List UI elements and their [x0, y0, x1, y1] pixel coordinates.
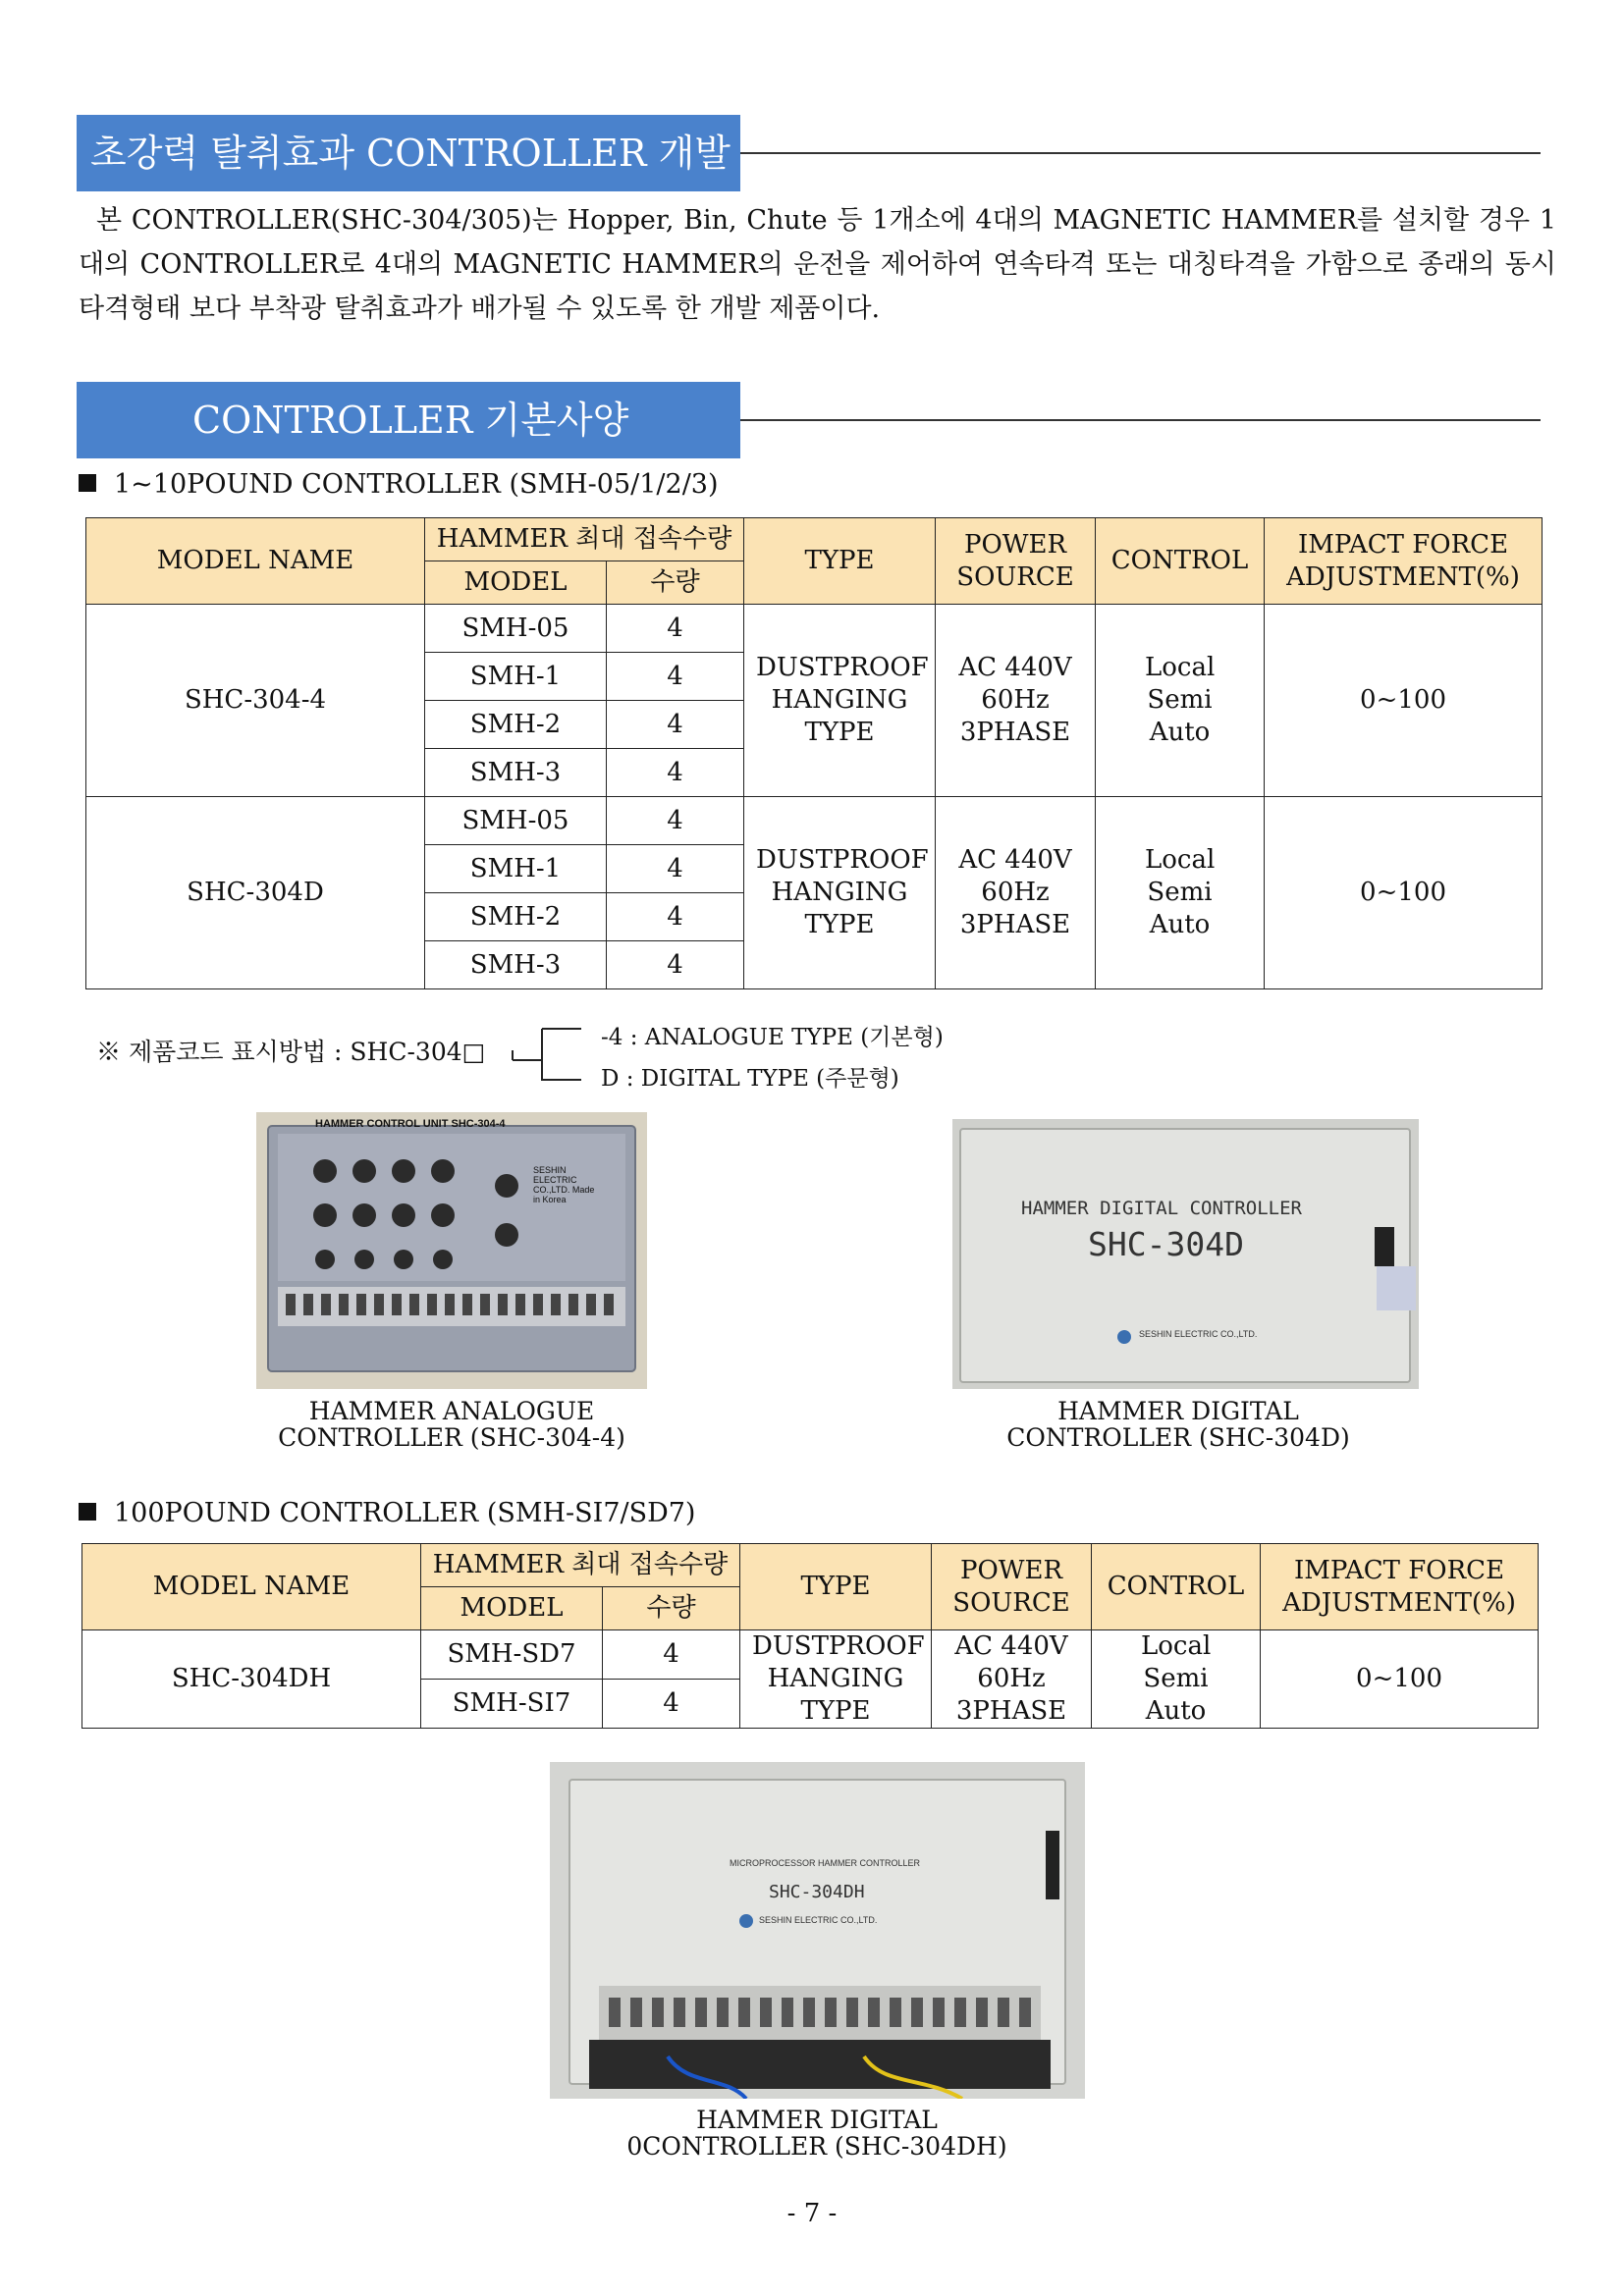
square-bullet-icon [79, 474, 96, 492]
model-cell: SMH-3 [425, 941, 607, 989]
col-impact: IMPACT FORCE ADJUSTMENT(%) [1261, 1544, 1539, 1630]
qty-cell: 4 [607, 701, 744, 749]
analogue-panel-title: HAMMER CONTROL UNIT SHC-304-4 [315, 1118, 506, 1130]
col-impact: IMPACT FORCE ADJUSTMENT(%) [1265, 518, 1543, 605]
dh-maker-text: SESHIN ELECTRIC CO.,LTD. [759, 1915, 878, 1925]
power-cell: AC 440V 60Hz 3PHASE [936, 605, 1096, 797]
model-cell: SMH-SD7 [421, 1630, 603, 1680]
digital-maker-text: SESHIN ELECTRIC CO.,LTD. [1139, 1329, 1258, 1339]
caption-line: HAMMER ANALOGUE [308, 1397, 595, 1425]
square-bullet-icon [79, 1503, 96, 1521]
digital-dh-controller-photo [550, 1762, 1085, 2099]
table2-title-text: 100POUND CONTROLLER (SMH-SI7/SD7) [114, 1498, 696, 1528]
model-name-cell: SHC-304D [86, 797, 425, 989]
analogue-caption [196, 1398, 707, 1451]
col-model: MODEL [421, 1587, 603, 1630]
col-model-name: MODEL NAME [86, 518, 425, 605]
col-power: POWER SOURCE [932, 1544, 1092, 1630]
model-cell: SMH-3 [425, 749, 607, 797]
qty-cell: 4 [603, 1680, 740, 1729]
model-cell: SMH-SI7 [421, 1680, 603, 1729]
table-row [86, 797, 1543, 845]
digital-controller-photo [952, 1119, 1419, 1389]
impact-cell: 0~100 [1265, 605, 1543, 797]
page-number: - 7 - [786, 2199, 838, 2228]
dh-caption [562, 2107, 1072, 2160]
intro-paragraph [79, 198, 1556, 331]
col-model-name: MODEL NAME [82, 1544, 421, 1630]
qty-cell: 4 [607, 941, 744, 989]
col-type: TYPE [740, 1544, 932, 1630]
col-hammer-group: HAMMER 최대 접속수량 [421, 1544, 740, 1587]
dh-label-1: MICROPROCESSOR HAMMER CONTROLLER [730, 1858, 921, 1868]
analogue-controller-photo [256, 1112, 647, 1389]
control-cell: Local Semi Auto [1092, 1630, 1261, 1729]
table2-title [79, 1498, 695, 1528]
digital-label-1: HAMMER DIGITAL CONTROLLER [1021, 1198, 1302, 1219]
code-bracket-icon [503, 1021, 601, 1090]
table-row [86, 605, 1543, 653]
caption-line: CONTROLLER (SHC-304-4) [278, 1423, 625, 1452]
qty-cell: 4 [607, 797, 744, 845]
model-cell: SMH-05 [425, 605, 607, 653]
col-model: MODEL [425, 561, 607, 605]
col-power: POWER SOURCE [936, 518, 1096, 605]
qty-cell: 4 [607, 893, 744, 941]
product-code-label: ※ 제품코드 표시방법 : SHC-304□ [96, 1038, 486, 1066]
model-cell: SMH-2 [425, 893, 607, 941]
model-cell: SMH-1 [425, 653, 607, 701]
code-option-digital: D : DIGITAL TYPE (주문형) [601, 1066, 899, 1092]
table1-title [79, 469, 719, 500]
code-option-analogue: -4 : ANALOGUE TYPE (기본형) [601, 1025, 944, 1050]
impact-cell: 0~100 [1265, 797, 1543, 989]
section-title-development: 초강력 탈취효과 CONTROLLER 개발 [77, 115, 740, 191]
col-type: TYPE [744, 518, 936, 605]
analogue-maker-text: SESHIN ELECTRIC CO.,LTD. Made in Korea [533, 1165, 595, 1204]
control-cell: Local Semi Auto [1096, 797, 1265, 989]
dh-label-2: SHC-304DH [769, 1882, 865, 1902]
power-cell: AC 440V 60Hz 3PHASE [936, 797, 1096, 989]
spec-table-large [81, 1543, 1539, 1729]
power-cell: AC 440V 60Hz 3PHASE [932, 1630, 1092, 1729]
section-divider [740, 152, 1541, 154]
control-cell: Local Semi Auto [1096, 605, 1265, 797]
qty-cell: 4 [607, 749, 744, 797]
section-title-specs: CONTROLLER 기본사양 [77, 382, 740, 458]
digital-label-2: SHC-304D [1088, 1225, 1244, 1263]
model-name-cell: SHC-304DH [82, 1630, 421, 1729]
type-cell: DUSTPROOF HANGING TYPE [744, 797, 936, 989]
qty-cell: 4 [607, 653, 744, 701]
section-divider [740, 419, 1541, 421]
impact-cell: 0~100 [1261, 1630, 1539, 1729]
col-hammer-group: HAMMER 최대 접속수량 [425, 518, 744, 561]
caption-line: HAMMER DIGITAL [696, 2106, 938, 2134]
table1-title-text: 1~10POUND CONTROLLER (SMH-05/1/2/3) [114, 469, 719, 500]
qty-cell: 4 [607, 845, 744, 893]
table-row [82, 1630, 1539, 1680]
model-cell: SMH-05 [425, 797, 607, 845]
qty-cell: 4 [603, 1630, 740, 1680]
col-qty: 수량 [603, 1587, 740, 1630]
caption-line: CONTROLLER (SHC-304D) [1006, 1423, 1350, 1452]
model-name-cell: SHC-304-4 [86, 605, 425, 797]
type-cell: DUSTPROOF HANGING TYPE [740, 1630, 932, 1729]
type-cell: DUSTPROOF HANGING TYPE [744, 605, 936, 797]
intro-text: 본 CONTROLLER(SHC-304/305)는 Hopper, Bin, Chute 등 1개소에 4대의 MAGNETIC HAMMER를 설치할 경우 1대의 CONTROLLER로 4대의 MAGNETIC HAMMER의 운전을 제어하여 연속타격 또는 대칭타격을 가함으로 종래의 동시 타격형태 보다 부착광 탈취효과가 배가될 수 있도록 한 개발 제품이다. [79, 205, 1556, 324]
digital-caption [923, 1398, 1434, 1451]
caption-line: 0CONTROLLER (SHC-304DH) [626, 2132, 1007, 2161]
qty-cell: 4 [607, 605, 744, 653]
spec-table-small [85, 517, 1543, 989]
col-control: CONTROL [1092, 1544, 1261, 1630]
model-cell: SMH-2 [425, 701, 607, 749]
caption-line: HAMMER DIGITAL [1057, 1397, 1299, 1425]
model-cell: SMH-1 [425, 845, 607, 893]
col-qty: 수량 [607, 561, 744, 605]
col-control: CONTROL [1096, 518, 1265, 605]
